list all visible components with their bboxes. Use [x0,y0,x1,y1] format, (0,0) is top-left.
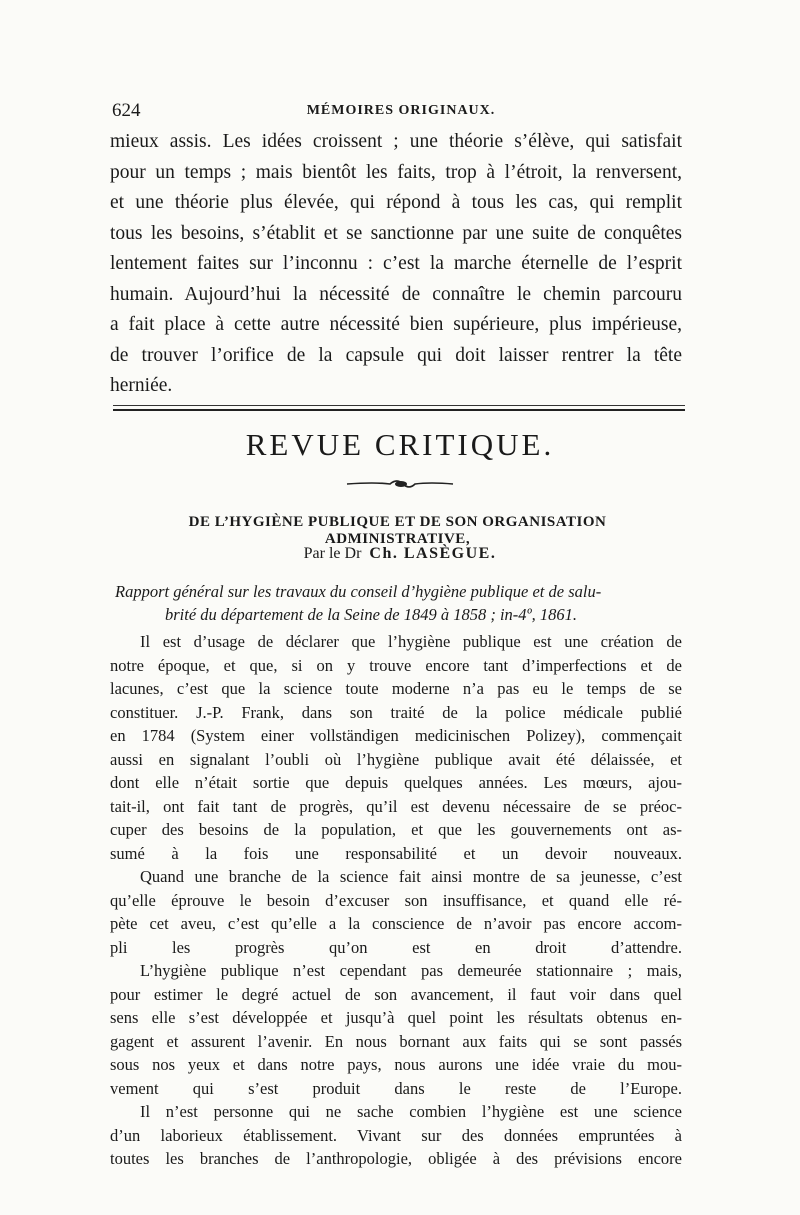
body-paragraph-2 [110,865,682,959]
text-line: pour un temps ; mais bientôt les faits, trop à l’étroit, la renversent, [110,161,682,183]
text-line: sens elle s’est développée et jusqu’à quel point les résultats obtenus en- [110,1008,682,1027]
article-title: DE L’HYGIÈNE PUBLIQUE ET DE SON ORGANISATION ADMINISTRATIVE, [188,514,607,547]
continued-paragraph [110,127,682,402]
text-line: Il est d’usage de déclarer que l’hygiène publique est une création de [140,632,682,651]
text-line: sumé à la fois une responsabilité et un devoir nouveaux. [110,843,682,863]
text-line: et une théorie plus élevée, qui répond à tous les cas, qui remplit [110,192,682,213]
text-line: Il n’est personne qui ne sache combien l’hygiène est une science [140,1102,682,1121]
page-number: 624 [112,100,141,121]
text-line: a fait place à cette autre nécessité bien supérieure, plus impérieuse, [110,314,682,335]
text-line: qu’elle éprouve le besoin d’excuser son insuffisance, et quand elle ré- [110,890,682,910]
text-line: herniée. [110,375,173,396]
page-header [112,100,690,124]
text-line: tait-il, ont fait tant de progrès, qu’il est devenu nécessaire de se préoc- [110,796,682,816]
text-line: humain. Aujourd’hui la nécessité de connaître le chemin parcouru [110,283,682,305]
text-line: aussi en signalant l’oubli où l’hygiène publique avait été délaissée, et [110,749,682,769]
text-line: mieux assis. Les idées croissent ; une théorie s’élève, qui satisfait [110,131,682,152]
text-line: lacunes, c’est que la science toute moderne n’a pas eu le temps de se [110,679,682,698]
divider-thin [113,405,685,406]
reference-line: brité du département de la Seine de 1849 à 1858 ; in-4º, 1861. [165,605,578,624]
reference-citation [115,580,685,626]
text-line: vement qui s’est produit dans le reste de l’Europe. [110,1078,682,1098]
ornament-flourish-icon [345,474,455,494]
text-line: pète cet aveu, c’est qu’elle a la conscience de n’avoir pas encore accom- [110,914,682,933]
text-line: constituer. J.-P. Frank, dans son traité de la police médicale publié [110,702,682,722]
text-line: dont elle n’était sortie que depuis quelques années. Les mœurs, ajou- [110,773,682,792]
text-line: d’un laborieux établissement. Vivant sur des données empruntées à [110,1125,682,1145]
text-line: en 1784 (System einer vollständigen medicinischen Polizey), commençait [110,726,682,745]
section-title: REVUE CRITIQUE. [245,427,555,462]
text-line: Quand une branche de la science fait ainsi montre de sa jeunesse, c’est [140,867,682,886]
body-paragraph-4 [110,1100,682,1171]
body-paragraph-1 [110,630,682,865]
text-line: tous les besoins, s’établit et se sanctionne par une suite de conquêtes [110,222,682,244]
text-line: pli les progrès qu’on est en droit d’attendre. [110,937,682,957]
text-line: toutes les branches de l’anthropologie, obligée à des prévisions encore [110,1149,682,1168]
text-line: lentement faites sur l’inconnu : c’est la marche éternelle de l’esprit [110,253,682,274]
reference-line: Rapport général sur les travaux du conseil d’hygiène publique et de salu- [115,582,602,601]
body-paragraph-3 [110,959,682,1100]
divider-thick [113,409,685,411]
byline [0,545,800,563]
text-line: cuper des besoins de la population, et que les gouvernements ont as- [110,820,682,839]
text-line: L’hygiène publique n’est cependant pas demeurée stationnaire ; mais, [140,961,682,980]
byline-prefix: Par le Dr [303,545,362,562]
text-line: sous nos yeux et dans notre pays, nous aurons une idée vraie du mou- [110,1055,682,1074]
running-title: MÉMOIRES ORIGINAUX. [306,103,496,118]
text-line: gagent et assurent l’avenir. En nous bornant aux faits qui se sont passés [110,1031,682,1051]
text-line: de trouver l’orifice de la capsule qui doit laisser rentrer la tête [110,344,682,366]
text-line: notre époque, et que, si on y trouve encore tant d’imperfections et de [110,655,682,675]
author-name: Ch. LASÈGUE. [369,545,497,562]
text-line: pour estimer le degré actuel de son avancement, il faut voir dans quel [110,984,682,1004]
